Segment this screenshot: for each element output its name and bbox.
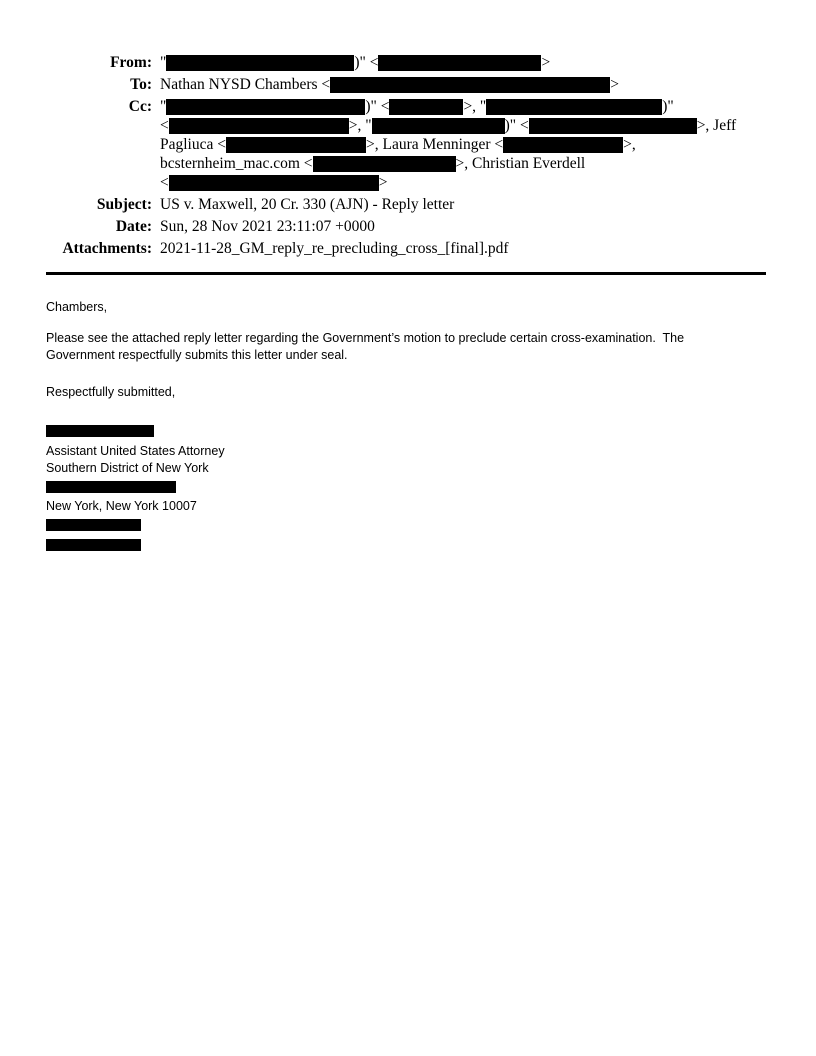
- redaction-bar: [529, 118, 697, 134]
- header-field-to: [46, 75, 816, 94]
- field-text: >, Laura Menninger <: [366, 136, 504, 153]
- redaction-bar: [313, 156, 456, 172]
- field-text: >: [541, 54, 551, 71]
- signature-line: [46, 519, 816, 537]
- header-field-cc: [46, 97, 816, 192]
- field-label: Attachments:: [62, 240, 152, 257]
- redaction-bar: [169, 118, 349, 134]
- field-label: To:: [130, 76, 152, 93]
- field-text: ": [160, 98, 167, 115]
- field-value-line: [160, 239, 509, 258]
- field-value-line: [160, 217, 375, 236]
- field-text: >, ": [463, 98, 487, 115]
- field-label: Subject:: [96, 196, 152, 213]
- header-field-date: [46, 217, 816, 236]
- field-text: Sun, 28 Nov 2021 23:11:07 +0000: [160, 218, 375, 235]
- closing-text: Respectfully submitted,: [46, 385, 176, 399]
- header-field-from: [46, 53, 816, 72]
- field-label: Date:: [115, 218, 152, 235]
- field-value: [160, 195, 454, 214]
- paragraph-line: Government respectfully submits this letter under seal.: [46, 348, 348, 362]
- field-text: >, Jeff: [696, 117, 737, 134]
- signature-redaction-bar: [46, 539, 141, 551]
- field-value: [160, 97, 736, 192]
- field-text: bcsternheim_mac.com <: [160, 155, 313, 172]
- signature-block: [46, 425, 816, 557]
- redaction-bar: [372, 118, 505, 134]
- redaction-bar: [503, 137, 623, 153]
- header-divider-rule: [46, 272, 766, 275]
- greeting-text: Chambers,: [46, 300, 108, 314]
- signature-redaction-bar: [46, 519, 141, 531]
- field-value: [160, 75, 619, 94]
- field-label: From:: [110, 54, 152, 71]
- redaction-bar: [486, 99, 662, 115]
- signature-line: New York, New York 10007: [46, 499, 197, 513]
- redaction-bar: [166, 99, 365, 115]
- field-value-line: [160, 75, 619, 94]
- body-paragraph: [46, 330, 816, 364]
- signature-line: Assistant United States Attorney: [46, 443, 225, 458]
- field-text: >: [378, 174, 388, 191]
- redaction-bar: [226, 137, 366, 153]
- signature-line: [46, 539, 816, 557]
- field-text: <: [160, 117, 169, 134]
- field-value: [160, 217, 375, 236]
- signature-line: [46, 481, 816, 499]
- field-text: >, Christian Everdell: [455, 155, 586, 172]
- header-field-attachments: [46, 239, 816, 258]
- field-text: US v. Maxwell, 20 Cr. 330 (AJN) - Reply letter: [160, 196, 455, 213]
- redaction-bar: [389, 99, 463, 115]
- signature-redaction-bar: [46, 425, 154, 437]
- redaction-bar: [169, 175, 379, 191]
- email-body: [46, 299, 816, 557]
- field-text: >, ": [348, 117, 372, 134]
- field-label: Cc:: [128, 98, 152, 115]
- field-value-line: [160, 53, 550, 72]
- signature-line: Southern District of New York: [46, 461, 209, 475]
- field-text: )" <: [504, 117, 529, 134]
- field-value-line: [160, 135, 736, 154]
- field-text: )" <: [365, 98, 390, 115]
- field-text: Nathan NYSD Chambers <: [160, 76, 331, 93]
- field-value-line: [160, 195, 454, 214]
- paragraph-line: Please see the attached reply letter regarding the Government’s motion to preclude certain cross-examination. The: [46, 331, 685, 345]
- field-value: [160, 53, 550, 72]
- field-text: 2021-11-28_GM_reply_re_precluding_cross_[final].pdf: [160, 240, 509, 257]
- field-text: >,: [623, 136, 636, 153]
- redaction-bar: [330, 77, 610, 93]
- redaction-bar: [378, 55, 541, 71]
- field-value-line: [160, 116, 736, 135]
- field-text: )": [662, 98, 674, 115]
- email-header: [46, 0, 816, 258]
- field-text: <: [160, 174, 169, 191]
- field-text: ": [160, 54, 167, 71]
- signature-line: [46, 425, 816, 443]
- header-field-subject: [46, 195, 816, 214]
- field-value: [160, 239, 509, 258]
- signature-redaction-bar: [46, 481, 176, 493]
- field-value-line: [160, 97, 736, 116]
- field-value-line: [160, 173, 736, 192]
- redaction-bar: [166, 55, 354, 71]
- field-text: )" <: [354, 54, 379, 71]
- field-value-line: [160, 154, 736, 173]
- field-text: >: [610, 76, 619, 93]
- field-text: Pagliuca <: [160, 136, 226, 153]
